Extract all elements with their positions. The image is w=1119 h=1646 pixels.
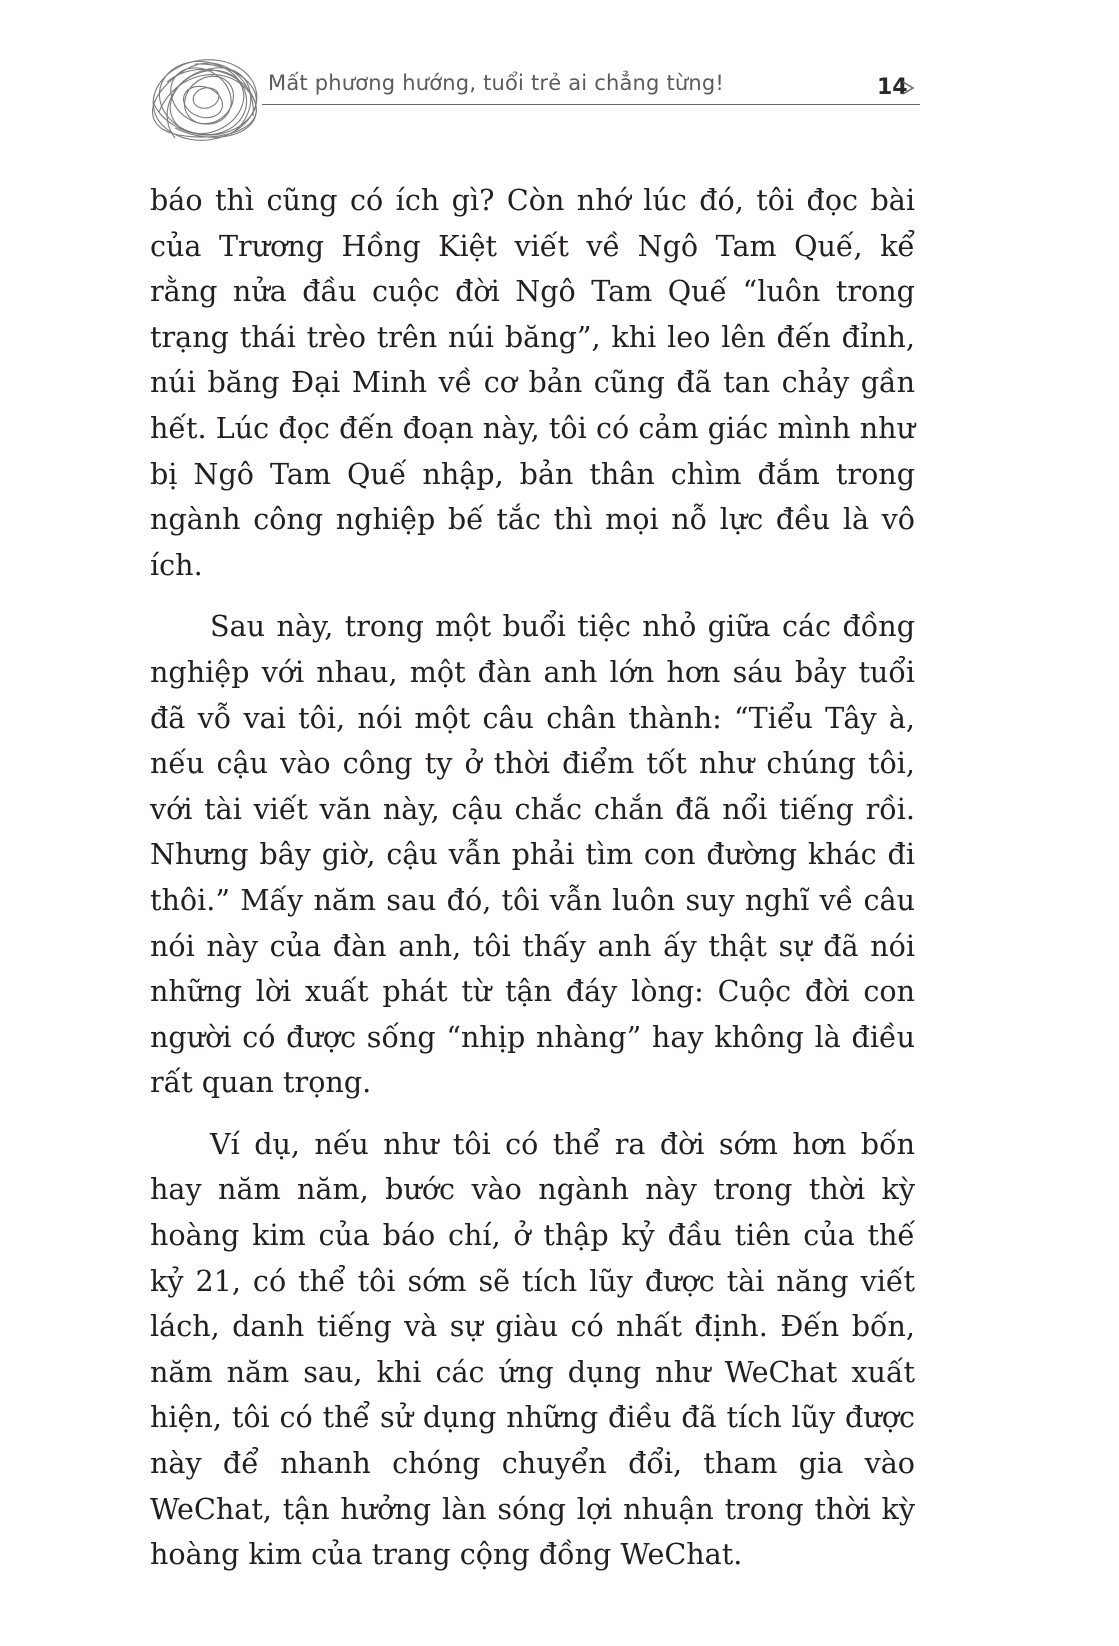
chevron-right-icon: [901, 77, 915, 99]
scribble-icon: [145, 52, 267, 148]
paragraph: Ví dụ, nếu như tôi có thể ra đời sớm hơn bốn hay năm năm, bước vào ngành này trong thời kỳ hoàng kim của báo chí, ở thập kỷ đầu tiên của thế kỷ 21, có thể tôi sớm sẽ tích lũy được tài năng viết lách, danh tiếng và sự giàu có nhất định. Đến bốn, năm năm sau, khi các ứng dụng như WeChat xuất hiện, tôi có thể sử dụng những điều đã tích lũy được này để nhanh chóng chuyển đổi, tham gia vào WeChat, tận hưởng làn sóng lợi nhuận trong thời kỳ hoàng kim của trang cộng đồng WeChat.: [150, 1126, 915, 1572]
page-number: 14: [877, 75, 908, 100]
paragraph: Sau này, trong một buổi tiệc nhỏ giữa các đồng nghiệp với nhau, một đàn anh lớn hơn sáu bảy tuổi đã vỗ vai tôi, nói một câu chân thành: “Tiểu Tây à, nếu cậu vào công ty ở thời điểm tốt như chúng tôi, với tài viết văn này, cậu chắc chắn đã nổi tiếng rồi. Nhưng bây giờ, cậu vẫn phải tìm con đường khác đi thôi.” Mấy năm sau đó, tôi vẫn luôn suy nghĩ về câu nói này của đàn anh, tôi thấy anh ấy thật sự đã nói những lời xuất phát từ tận đáy lòng: Cuộc đời con người có được sống “nhịp nhàng” hay không là điều rất quan trọng.: [150, 609, 915, 1100]
paragraph: báo thì cũng có ích gì? Còn nhớ lúc đó, tôi đọc bài của Trương Hồng Kiệt viết về Ngô Tam Quế, kể rằng nửa đầu cuộc đời Ngô Tam Quế “luôn trong trạng thái trèo trên núi băng”, khi leo lên đến đỉnh, núi băng Đại Minh về cơ bản cũng đã tan chảy gần hết. Lúc đọc đến đoạn này, tôi có cảm giác mình như bị Ngô Tam Quế nhập, bản thân chìm đắm trong ngành công nghiệp bế tắc thì mọi nỗ lực đều là vô ích.: [150, 183, 915, 582]
header-divider: [262, 104, 920, 105]
running-title: Mất phương hướng, tuổi trẻ ai chẳng từng!: [268, 71, 725, 95]
body-text: [150, 178, 915, 1594]
page-header: [0, 0, 1119, 150]
